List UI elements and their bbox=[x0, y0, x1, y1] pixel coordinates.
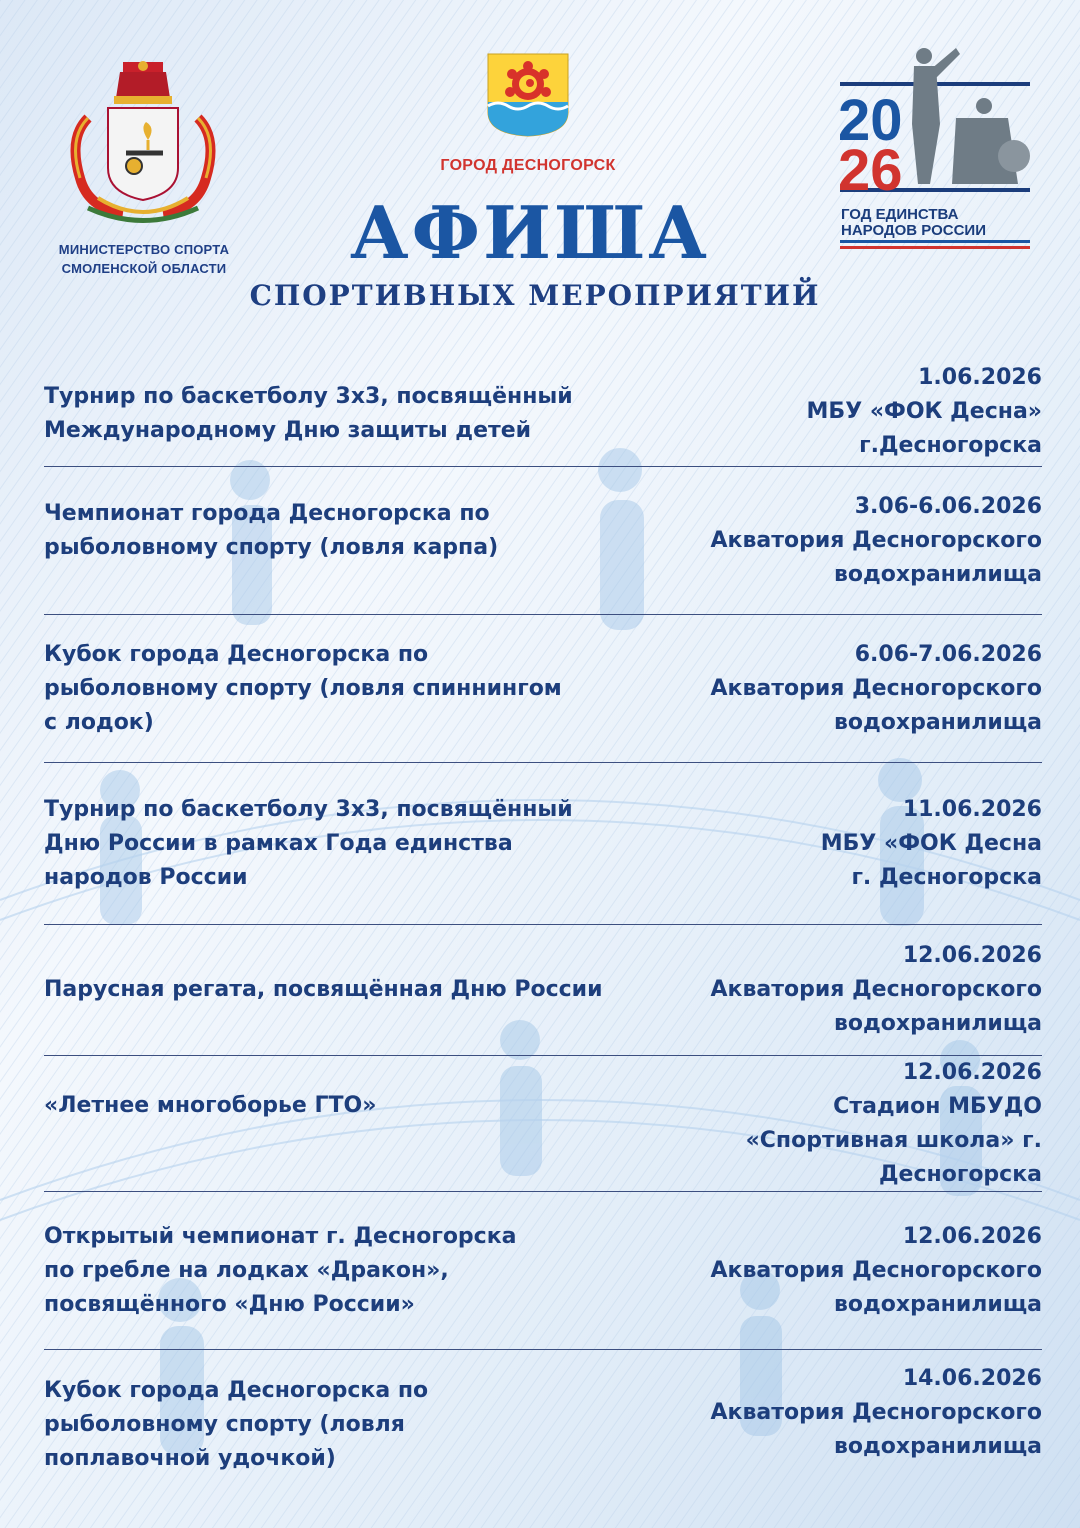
year-top-digits: 20 bbox=[838, 88, 903, 153]
event-date: 14.06.2026 bbox=[902, 1366, 1042, 1391]
ministry-name bbox=[44, 240, 244, 278]
coat-of-arms-icon bbox=[68, 58, 218, 228]
page-title: АФИША bbox=[350, 190, 710, 275]
header bbox=[0, 0, 1080, 340]
page-subtitle: СПОРТИВНЫХ МЕРОПРИЯТИЙ bbox=[249, 279, 821, 312]
event-row bbox=[44, 1350, 1042, 1500]
event-place: МБУ «ФОК Десна г. Десногорска bbox=[820, 830, 1042, 890]
year-caption-line-2: НАРОДОВ РОССИИ bbox=[841, 222, 986, 239]
event-details bbox=[642, 361, 1042, 463]
year-of-unity-caption bbox=[841, 207, 1041, 239]
event-place: Акватория Десногорского водохранилища bbox=[710, 527, 1042, 587]
event-details bbox=[642, 793, 1042, 895]
event-title: Чемпионат города Десногорска по рыболовному спорту (ловля карпа) bbox=[44, 500, 499, 560]
ministry-line-1: МИНИСТЕРСТВО СПОРТА bbox=[58, 242, 230, 257]
event-title: Турнир по баскетболу 3х3, посвящённый Дню России в рамках Года единства народов России bbox=[44, 796, 573, 890]
city-name: ГОРОД ДЕСНОГОРСК bbox=[440, 157, 616, 174]
event-row bbox=[44, 925, 1042, 1056]
event-row bbox=[44, 354, 1042, 467]
event-date: 12.06.2026 bbox=[902, 1223, 1042, 1249]
year-bottom-digits: 26 bbox=[838, 138, 903, 203]
event-row bbox=[44, 1192, 1042, 1350]
event-details bbox=[642, 490, 1042, 592]
event-place: Акватория Десногорского водохранилища bbox=[710, 1257, 1042, 1317]
event-title: Открытый чемпионат г. Десногорска по гребле на лодках «Дракон», посвящённого «Дню России» bbox=[44, 1223, 517, 1317]
event-date: 6.06-7.06.2026 bbox=[854, 641, 1042, 667]
event-row bbox=[44, 1056, 1042, 1192]
event-row bbox=[44, 615, 1042, 763]
event-title: «Летнее многоборье ГТО» bbox=[44, 1092, 377, 1118]
event-title: Кубок города Десногорска по рыболовному спорту (ловля спиннингом с лодок) bbox=[44, 641, 562, 735]
event-details bbox=[642, 1362, 1042, 1464]
year-caption-line-1: ГОД ЕДИНСТВА bbox=[841, 206, 959, 223]
event-date: 11.06.2026 bbox=[902, 796, 1042, 822]
event-title: Кубок города Десногорска по рыболовному спорту (ловля поплавочной удочкой) bbox=[44, 1378, 429, 1471]
event-title: Турнир по баскетболу 3х3, посвящённый Международному Дню защиты детей bbox=[44, 384, 573, 443]
event-date: 12.06.2026 bbox=[902, 943, 1042, 968]
event-place: Акватория Десногорского водохранилища bbox=[710, 977, 1042, 1036]
event-details bbox=[642, 1056, 1042, 1192]
event-row bbox=[44, 467, 1042, 615]
event-place: Стадион МБУДО «Спортивная школа» г. Десногорска bbox=[745, 1093, 1042, 1187]
event-place: МБУ «ФОК Десна» г.Десногорска bbox=[806, 399, 1042, 458]
event-place: Акватория Десногорского водохранилища bbox=[710, 1400, 1042, 1459]
event-date: 3.06-6.06.2026 bbox=[854, 493, 1042, 519]
event-row bbox=[44, 763, 1042, 925]
event-place: Акватория Десногорского водохранилища bbox=[710, 675, 1042, 735]
event-details bbox=[642, 939, 1042, 1041]
event-date: 1.06.2026 bbox=[918, 365, 1042, 390]
event-date: 12.06.2026 bbox=[902, 1059, 1042, 1085]
events-list bbox=[44, 354, 1042, 1500]
event-details bbox=[642, 1220, 1042, 1322]
event-details bbox=[642, 638, 1042, 740]
event-title: Парусная регата, посвящённая Дню России bbox=[44, 977, 603, 1002]
city-emblem-icon bbox=[486, 52, 570, 138]
ministry-line-2: СМОЛЕНСКОЙ ОБЛАСТИ bbox=[61, 261, 227, 276]
